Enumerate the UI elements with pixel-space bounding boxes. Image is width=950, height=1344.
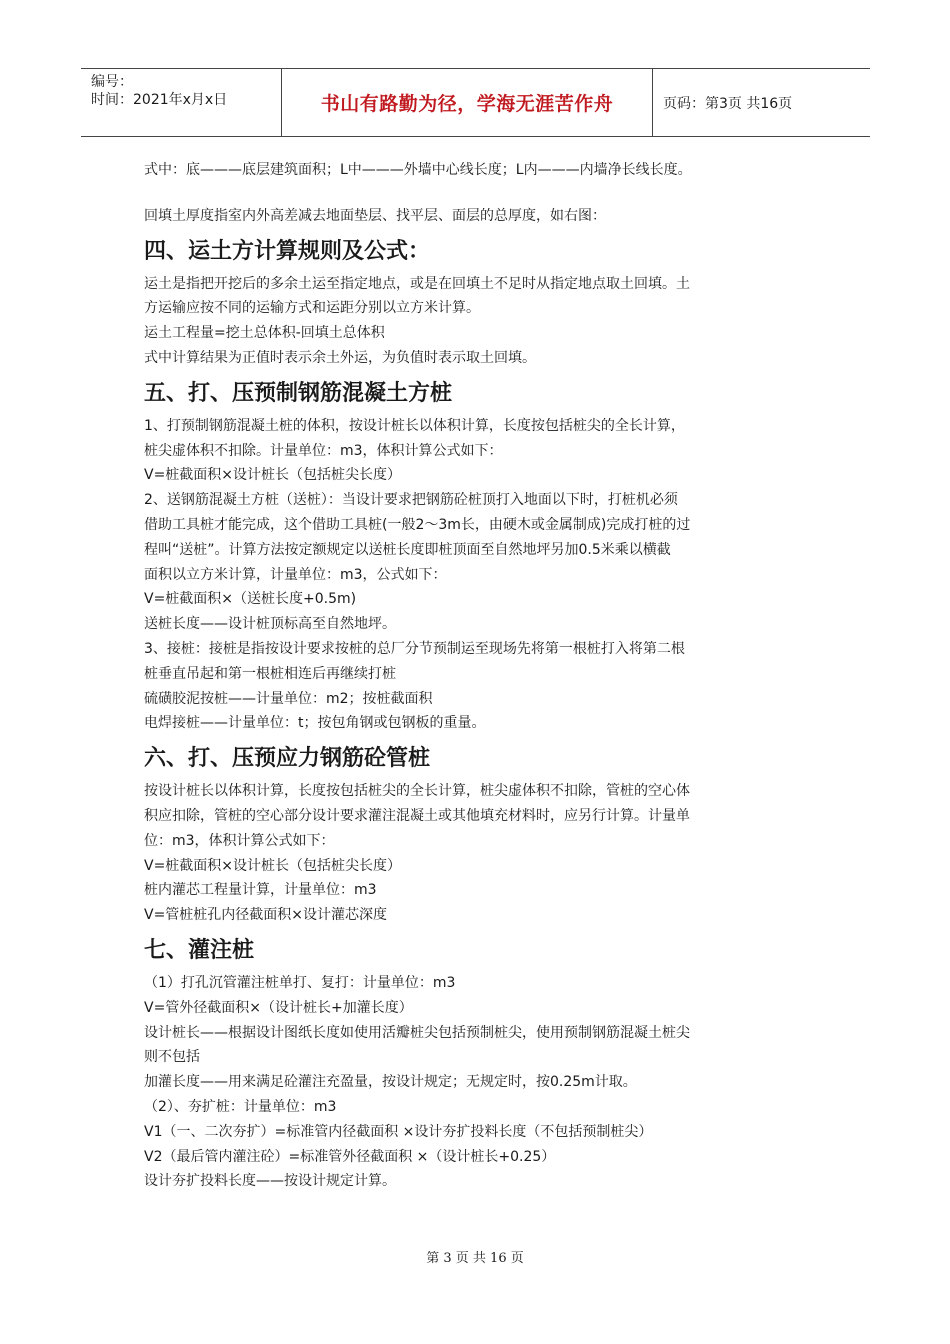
body-line: 设计桩长——根据设计图纸长度如使用活瓣桩尖包括预制桩尖，使用预制钢筋混凝土桩尖 (144, 1024, 690, 1041)
body-line: 运土是指把开挖后的多余土运至指定地点，或是在回填土不足时从指定地点取土回填。土 (144, 275, 690, 292)
body-line: 方运输应按不同的运输方式和运距分别以立方米计算。 (144, 300, 480, 317)
body-line: V1（一、二次夯扩）=标准管内径截面积 ×设计夯扩投料长度（不包括预制桩尖） (144, 1123, 653, 1140)
header-meta-cell (81, 69, 282, 136)
section-heading: 七、灌注桩 (144, 936, 255, 963)
body-line: 加灌长度——用来满足砼灌注充盈量，按设计规定；无规定时，按0.25m计取。 (144, 1074, 637, 1091)
body-line: （1）打孔沉管灌注桩单打、复打：计量单位：m3 (144, 974, 456, 991)
body-line: 桩尖虚体积不扣除。计量单位：m3，体积计算公式如下： (144, 442, 503, 459)
body-line: V=管外径截面积×（设计桩长+加灌长度） (144, 999, 413, 1016)
body-line: 位：m3，体积计算公式如下： (144, 832, 335, 849)
section-4 (144, 236, 814, 371)
header-page-cell (653, 69, 870, 136)
header-motto-cell (282, 69, 653, 136)
body-line: 则不包括 (144, 1049, 200, 1066)
page-footer: 第 3 页 共 16 页 (426, 1251, 524, 1266)
body-line: （2）、夯扩桩：计量单位：m3 (144, 1098, 337, 1115)
body-line: 按设计桩长以体积计算，长度按包括桩尖的全长计算，桩尖虚体积不扣除，管桩的空心体 (144, 783, 690, 800)
page-header (81, 68, 870, 137)
body-line: 借助工具桩才能完成，这个借助工具桩(一般2～3m长，由硬木或金属制成)完成打桩的过 (144, 516, 691, 533)
body-line: 电焊接桩——计量单位：t；按包角钢或包钢板的重量。 (144, 715, 486, 732)
body-line: 程叫“送桩”。计算方法按定额规定以送桩长度即桩顶面至自然地坪另加0.5米乘以横截 (144, 541, 671, 558)
body-line: V=管桩桩孔内径截面积×设计灌芯深度 (144, 907, 388, 924)
body-line: V=桩截面积×设计桩长（包括桩尖长度） (144, 857, 402, 874)
motto: 书山有路勤为径，学海无涯苦作舟 (320, 93, 614, 115)
intro-line: 回填土厚度指室内外高差减去地面垫层、找平层、面层的总厚度，如右图： (144, 207, 606, 224)
body-line: 式中计算结果为正值时表示余土外运，为负值时表示取土回填。 (144, 349, 536, 366)
body-line: 桩内灌芯工程量计算，计量单位：m3 (144, 882, 377, 899)
body-line: V2（最后管内灌注砼）=标准管外径截面积 ×（设计桩长+0.25） (144, 1148, 556, 1165)
body-line: 1、打预制钢筋混凝土桩的体积，按设计桩长以体积计算，长度按包括桩尖的全长计算， (144, 417, 685, 434)
section-5 (144, 378, 814, 736)
body-line: 积应扣除，管桩的空心部分设计要求灌注混凝土或其他填充材料时，应另行计算。计量单 (144, 807, 690, 824)
section-6 (144, 743, 814, 928)
body-line: 面积以立方米计算，计量单位：m3，公式如下： (144, 566, 447, 583)
section-7 (144, 935, 814, 1194)
number-label: 编号： (91, 74, 133, 90)
body-line: 硫磺胶泥按桩——计量单位：m2；按桩截面积 (144, 690, 433, 707)
section-heading: 四、运土方计算规则及公式： (144, 237, 431, 264)
time-label: 时间：2021年x月x日 (91, 92, 228, 108)
body-line: 2、送钢筋混凝土方桩（送桩）：当设计要求把钢筋砼桩顶打入地面以下时，打桩机必须 (144, 492, 678, 509)
document-body (144, 158, 814, 1194)
body-line: 3、接桩：接桩是指按设计要求按桩的总厂分节预制运至现场先将第一根桩打入将第二根 (144, 640, 685, 657)
body-line: 桩垂直吊起和第一根桩相连后再继续打桩 (144, 665, 396, 682)
body-line: V=桩截面积×设计桩长（包括桩尖长度） (144, 467, 402, 484)
section-heading: 六、打、压预应力钢筋砼管桩 (144, 745, 431, 772)
body-line: 运土工程量=挖土总体积-回填土总体积 (144, 325, 385, 342)
intro-line: 式中：底———底层建筑面积；L中———外墙中心线长度；L内———内墙净长线长度。 (144, 162, 692, 178)
body-line: V=桩截面积×（送桩长度+0.5m) (144, 591, 357, 608)
page-code: 页码：第3页 共16页 (663, 95, 793, 112)
body-line: 送桩长度——设计桩顶标高至自然地坪。 (144, 616, 396, 633)
body-line: 设计夯扩投料长度——按设计规定计算。 (144, 1173, 396, 1190)
section-heading: 五、打、压预制钢筋混凝土方桩 (144, 379, 453, 406)
